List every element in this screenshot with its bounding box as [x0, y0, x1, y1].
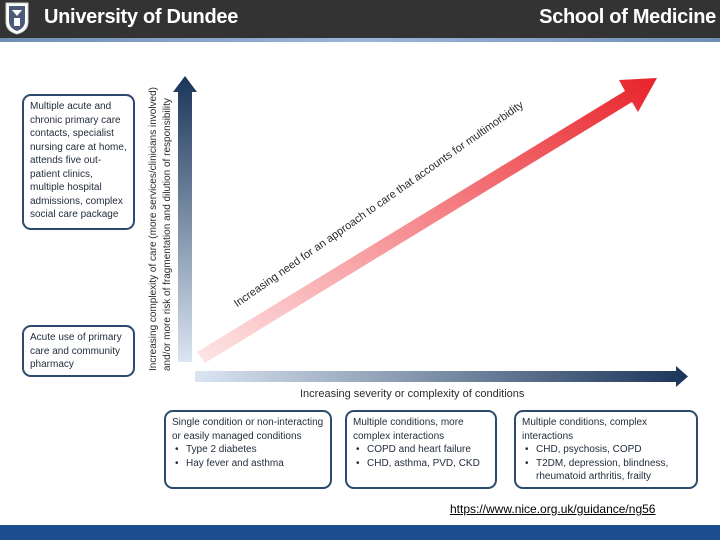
condition-bullet: • T2DM, depression, blindness, rheumatoid arthritis, frailty: [536, 457, 690, 484]
high-complexity-care-box: Multiple acute and chronic primary care contacts, specialist nursing care at home, attends five out-patient clinics, multiple hospital admissions, complex social care package: [22, 94, 135, 230]
source-link[interactable]: https://www.nice.org.uk/guidance/ng56: [450, 502, 656, 516]
condition-bullet: • COPD and heart failure: [367, 443, 489, 457]
condition-bullet: • CHD, asthma, PVD, CKD: [367, 457, 489, 471]
footer-bar: [0, 525, 720, 540]
vertical-axis-label: [143, 75, 183, 375]
condition-box-multiple: [345, 410, 497, 489]
condition-box-title: Multiple conditions, complex interactions: [522, 417, 648, 442]
condition-box-complex: [514, 410, 698, 489]
condition-box-title: Multiple conditions, more complex interactions: [353, 417, 464, 442]
low-complexity-care-box: Acute use of primary care and community pharmacy: [22, 325, 135, 377]
vertical-axis-label-line1: Increasing complexity of care (more services/clinicians involved): [148, 87, 159, 371]
condition-box-single: [164, 410, 332, 489]
condition-bullet: • CHD, psychosis, COPD: [536, 443, 690, 457]
school-title: School of Medicine: [539, 6, 716, 28]
diagonal-arrow-label: Increasing need for an approach to care that accounts for multimorbidity: [232, 99, 526, 310]
vertical-axis-label-line2: and/or more risk of fragmentation and dilution of responsibility: [162, 98, 173, 371]
diagonal-multimorbidity-arrow: [197, 78, 657, 363]
horizontal-axis-label: Increasing severity or complexity of conditions: [300, 388, 525, 400]
horizontal-axis-arrow: [195, 366, 688, 387]
condition-bullet: • Hay fever and asthma: [186, 457, 324, 471]
university-title: University of Dundee: [44, 6, 239, 28]
condition-box-title: Single condition or non-interacting or easily managed conditions: [172, 417, 324, 442]
condition-bullet: • Type 2 diabetes: [186, 443, 324, 457]
